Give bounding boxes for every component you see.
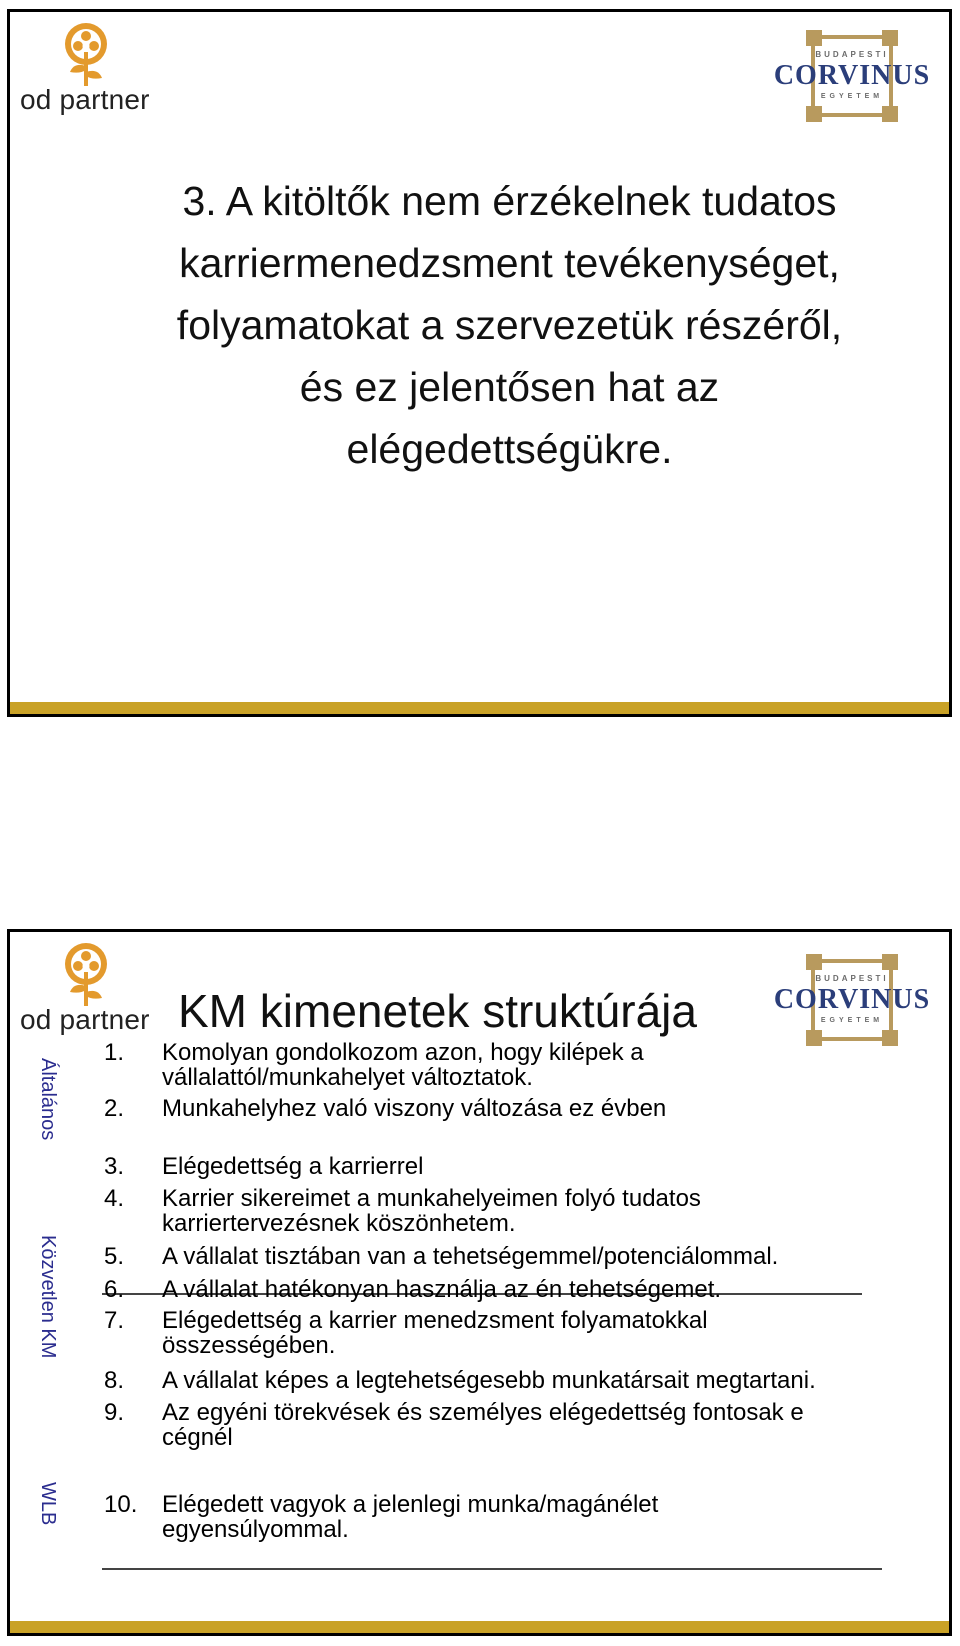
list-item-text: Elégedettség a karrierrel <box>162 1153 424 1180</box>
list-item-number: 4. <box>104 1185 125 1212</box>
list-item-text <box>162 1308 942 1358</box>
corvinus-egyetem-text: EGYETEM <box>820 1017 884 1024</box>
list-item-text <box>162 1186 942 1236</box>
list-item-number: 9. <box>104 1399 125 1426</box>
sidebar-label-altalanos: Általános <box>37 1058 59 1141</box>
gold-bottom-bar <box>10 702 949 714</box>
list-item-line: összességében. <box>162 1332 336 1359</box>
od-partner-logo <box>18 942 153 1057</box>
slide-km-outcomes-structure <box>7 929 952 1636</box>
od-partner-flower-icon <box>56 22 116 90</box>
list-item-text: A vállalat tisztában van a tehetségemmel/potenciálommal. <box>162 1243 779 1270</box>
corvinus-name-text: CORVINUS <box>773 60 931 91</box>
corvinus-budapesti-text: BUDAPESTI <box>815 50 889 59</box>
section-divider <box>102 1568 882 1570</box>
list-item-line: egyensúlyommal. <box>162 1516 349 1543</box>
list-item-line: Elégedett vagyok a jelenlegi munka/magánélet <box>162 1491 659 1518</box>
list-item-number: 1. <box>104 1039 125 1066</box>
list-item-line: Az egyéni törekvések és személyes elégedettség fontosak e <box>162 1399 804 1426</box>
list-item-number: 2. <box>104 1095 125 1122</box>
heading-line: 3. A kitöltők nem érzékelnek tudatos <box>182 178 837 224</box>
list-item-line: Elégedettség a karrier menedzsment folyamatokkal <box>162 1307 708 1334</box>
slide-heading <box>90 170 929 480</box>
slide-career-management-statement <box>7 9 952 717</box>
list-item-line: cégnél <box>162 1424 233 1451</box>
od-partner-logo-text: od partner <box>20 1004 150 1035</box>
list-item-text: A vállalat hatékonyan használja az én tehetségemet. <box>162 1276 722 1303</box>
heading-line: és ez jelentősen hat az <box>299 364 720 410</box>
list-item-line: Karrier sikereimet a munkahelyeimen folyó tudatos <box>162 1185 701 1212</box>
list-item-text <box>162 1040 942 1090</box>
list-item-line: karriertervezésnek köszönhetem. <box>162 1210 516 1237</box>
list-item-number: 7. <box>104 1307 125 1334</box>
list-item-number: 6. <box>104 1276 125 1303</box>
list-item-text <box>162 1492 942 1542</box>
list-item-number: 10. <box>104 1491 138 1518</box>
od-partner-flower-icon <box>56 942 116 1010</box>
sidebar-label-wlb: WLB <box>37 1482 59 1526</box>
list-item-line: Komolyan gondolkozom azon, hogy kilépek a <box>162 1039 644 1066</box>
gold-bottom-bar <box>10 1621 949 1633</box>
category-sidebar <box>10 1052 90 1621</box>
heading-line: folyamatokat a szervezetük részéről, <box>176 302 843 348</box>
heading-line: elégedettségükre. <box>346 426 673 472</box>
corvinus-logo <box>767 26 937 131</box>
list-item-number: 8. <box>104 1367 125 1394</box>
od-partner-logo <box>18 22 153 137</box>
list-item-line: vállalattól/munkahelyet változtatok. <box>162 1064 533 1091</box>
list-item-text <box>162 1400 942 1450</box>
list-item-text: Munkahelyhez való viszony változása ez évben <box>162 1095 667 1122</box>
od-partner-logo-text: od partner <box>20 84 150 115</box>
list-item-number: 5. <box>104 1243 125 1270</box>
sidebar-label-kozvetlen-km: Közvetlen KM <box>37 1235 59 1359</box>
list-item-text: A vállalat képes a legtehetségesebb munkatársait megtartani. <box>162 1367 816 1394</box>
corvinus-budapesti-text: BUDAPESTI <box>815 974 889 983</box>
list-item-number: 3. <box>104 1153 125 1180</box>
heading-line: karriermenedzsment tevékenységet, <box>179 240 840 286</box>
slide-title: KM kimenetek struktúrája <box>178 985 697 1037</box>
corvinus-name-text: CORVINUS <box>773 984 931 1015</box>
corvinus-egyetem-text: EGYETEM <box>820 93 884 100</box>
